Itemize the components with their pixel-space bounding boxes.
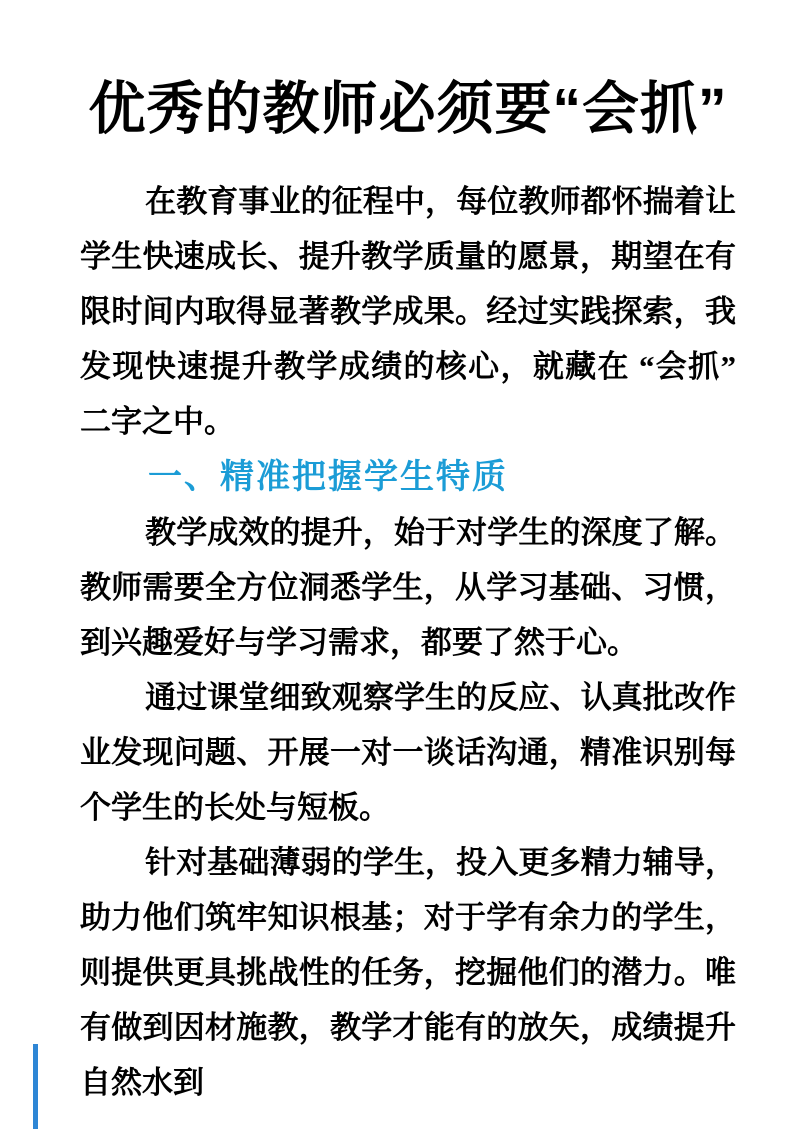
section-heading: 一、精准把握学生特质	[148, 458, 508, 496]
body-paragraph-3: 针对基础薄弱的学生，投入更多精力辅导，助力他们筑牢知识根基；对于学有余力的学生，则提供更具挑战性的任务，挖掘他们的潜力。唯有做到因材施教，教学才能有的放矢，成绩提升自然水到	[80, 845, 736, 1100]
text-cursor-marker	[33, 1044, 38, 1129]
page-title: 优秀的教师必须要“会抓”	[88, 77, 728, 141]
body-paragraph-1: 教学成效的提升，始于对学生的深度了解。教师需要全方位洞悉学生，从学习基础、习惯，到兴趣爱好与学习需求，都要了然于心。	[80, 515, 736, 660]
intro-paragraph: 在教育事业的征程中，每位教师都怀揣着让学生快速成长、提升教学质量的愿景，期望在有限时间内取得显著教学成果。经过实践探索，我发现快速提升教学成绩的核心，就藏在 “会抓” 二字之中。	[80, 184, 736, 439]
body-paragraph-2: 通过课堂细致观察学生的反应、认真批改作业发现问题、开展一对一谈话沟通，精准识别每个学生的长处与短板。	[80, 680, 736, 825]
